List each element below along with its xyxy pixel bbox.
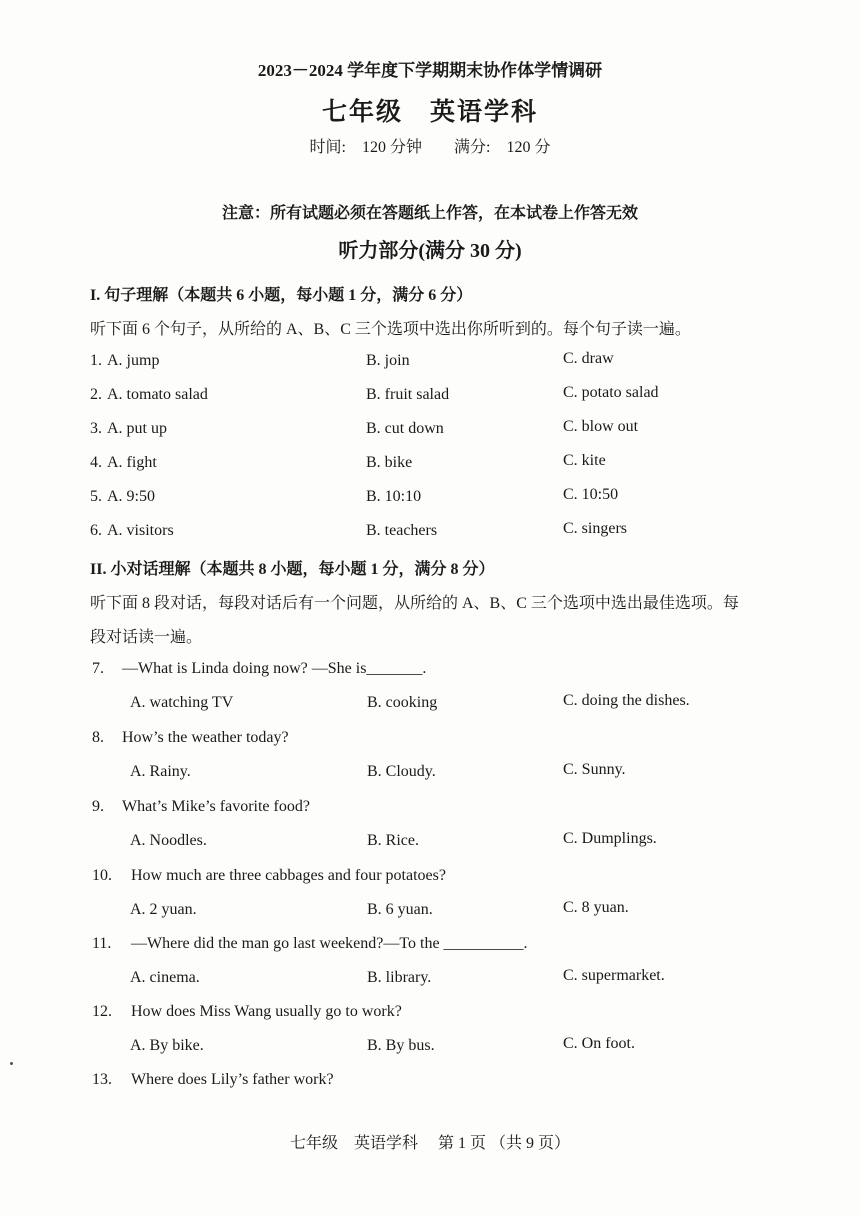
question-text: How does Miss Wang usually go to work? (131, 1003, 402, 1020)
option-c: C. doing the dishes. (563, 692, 690, 709)
exam-header: 2023－2024 学年度下学期期末协作体学情调研 (257, 61, 603, 80)
question-text: —What is Linda doing now? —She is_______. (122, 660, 427, 677)
exam-meta (0, 134, 860, 157)
question-number: 2. (90, 386, 102, 403)
option-b: B. cut down (366, 420, 444, 437)
option-c: C. 8 yuan. (563, 899, 629, 916)
option-c: C. Sunny. (563, 761, 626, 778)
question-number: 4. (90, 454, 102, 471)
question-text: Where does Lily’s father work? (131, 1071, 334, 1088)
exam-score: 满分: 120 分 (454, 139, 551, 156)
option-b: B. fruit salad (366, 386, 450, 403)
option-c: C. potato salad (563, 384, 659, 401)
question-number: 13. (92, 1071, 112, 1088)
option-b: B. 6 yuan. (367, 901, 433, 918)
option-c: C. 10:50 (563, 486, 619, 503)
option-b: B. 10:10 (366, 488, 422, 505)
question-number: 11. (92, 935, 112, 952)
question-number: 7. (92, 660, 104, 677)
option-c: C. Dumplings. (563, 830, 657, 847)
question-number: 3. (90, 420, 102, 437)
option-b: B. join (366, 352, 410, 369)
option-a: A. 2 yuan. (130, 901, 197, 918)
option-b: B. cooking (367, 694, 438, 711)
option-c: C. supermarket. (563, 967, 665, 984)
page-footer: 七年级 英语学科 第 1 页 （共 9 页） (289, 1135, 570, 1152)
question-number: 1. (90, 352, 102, 369)
exam-title: 七年级 英语学科 (321, 99, 538, 126)
question-text: —Where did the man go last weekend?—To the __________. (131, 935, 528, 952)
option-a: A. put up (107, 420, 167, 437)
question-number: 6. (90, 522, 102, 539)
question-text: What’s Mike’s favorite food? (122, 798, 310, 815)
section-2-instruction: 听下面 8 段对话，每段对话后有一个问题，从所给的 A、B、C 三个选项中选出最佳选项。每 (90, 595, 739, 612)
option-c: C. On foot. (563, 1035, 635, 1052)
listening-section-title: 听力部分(满分 30 分) (338, 240, 522, 262)
section-1-instruction: 听下面 6 个句子，从所给的 A、B、C 三个选项中选出你所听到的。每个句子读一遍。 (90, 321, 691, 338)
question-number: 8. (92, 729, 104, 746)
option-c: C. blow out (563, 418, 639, 435)
option-a: A. jump (107, 352, 160, 369)
option-c: C. draw (563, 350, 614, 367)
section-2-instruction-cont: 段对话读一遍。 (90, 629, 203, 646)
option-a: A. 9:50 (107, 488, 155, 505)
option-a: A. By bike. (130, 1037, 204, 1054)
notice: 注意：所有试题必须在答题纸上作答，在本试卷上作答无效 (221, 205, 638, 222)
option-a: A. Noodles. (130, 832, 207, 849)
question-number: 10. (92, 867, 112, 884)
scan-speck (10, 1062, 13, 1065)
question-text: How much are three cabbages and four potatoes? (131, 867, 446, 884)
option-a: A. tomato salad (107, 386, 208, 403)
option-b: B. Cloudy. (367, 763, 436, 780)
option-a: A. watching TV (130, 694, 234, 711)
option-a: A. visitors (107, 522, 174, 539)
option-b: B. By bus. (367, 1037, 435, 1054)
option-b: B. Rice. (367, 832, 419, 849)
option-b: B. bike (366, 454, 413, 471)
question-text: How’s the weather today? (122, 729, 289, 746)
exam-time: 时间: 120 分钟 (309, 139, 422, 156)
option-a: A. Rainy. (130, 763, 191, 780)
option-c: C. kite (563, 452, 606, 469)
question-number: 5. (90, 488, 102, 505)
option-a: A. cinema. (130, 969, 200, 986)
question-number: 12. (92, 1003, 112, 1020)
option-c: C. singers (563, 520, 627, 537)
section-1-title: I. 句子理解（本题共 6 小题，每小题 1 分，满分 6 分） (90, 287, 473, 304)
option-b: B. library. (367, 969, 432, 986)
option-b: B. teachers (366, 522, 438, 539)
question-number: 9. (92, 798, 104, 815)
option-a: A. fight (107, 454, 157, 471)
section-2-title: II. 小对话理解（本题共 8 小题，每小题 1 分，满分 8 分） (90, 561, 495, 578)
